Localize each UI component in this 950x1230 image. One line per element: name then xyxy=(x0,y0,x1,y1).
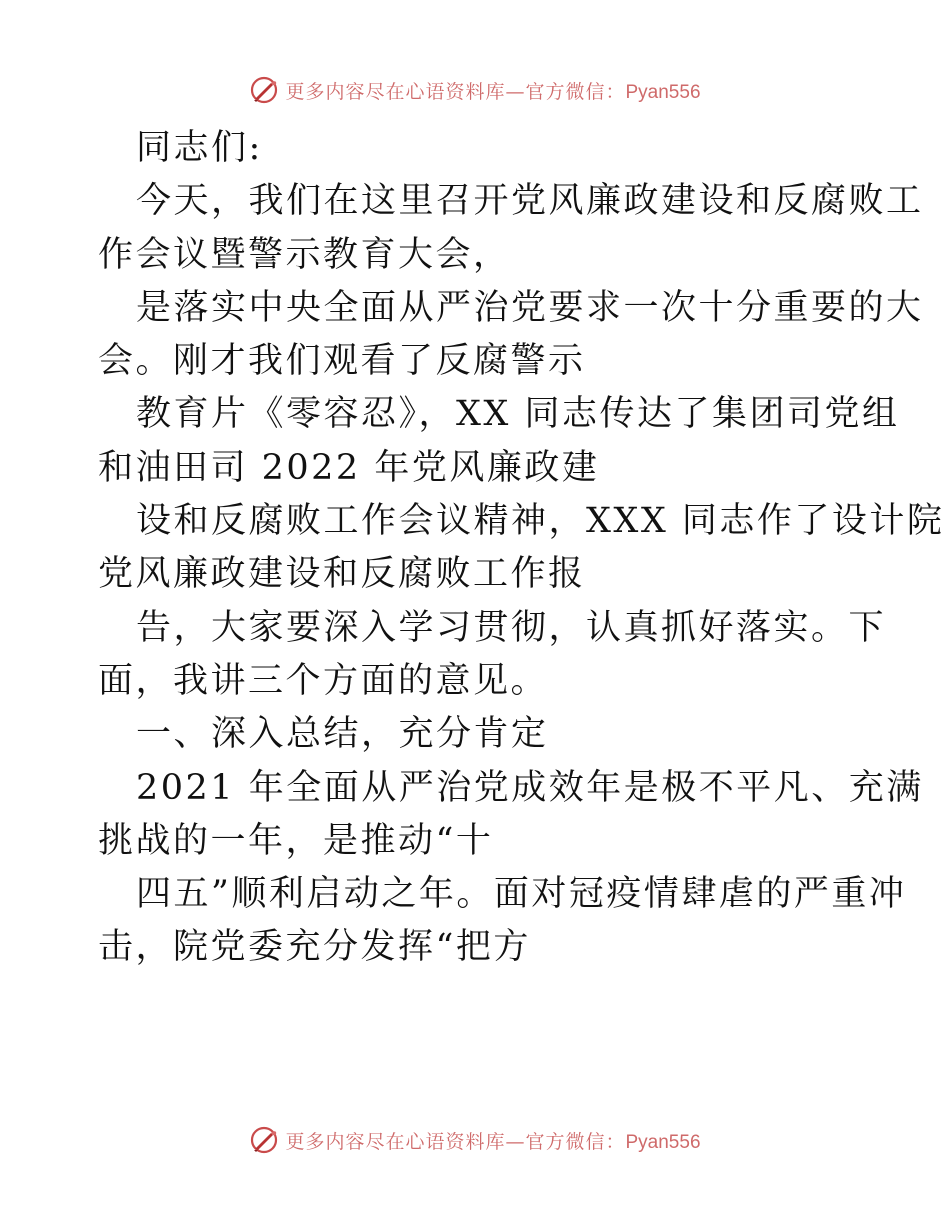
text-line: 四五”顺利启动之年。面对冠疫情肆虐的严重冲 xyxy=(136,874,907,915)
text-line: 党风廉政建设和反腐败工作报 xyxy=(98,554,586,595)
text-line: 教育片《零容忍》，XX 同志传达了集团司党组 xyxy=(136,394,900,435)
text-line: 和油田司 2022 年党风廉政建 xyxy=(98,447,600,488)
text-line: 是落实中央全面从严治党要求一次十分重要的大 xyxy=(136,287,924,328)
quill-logo-icon xyxy=(249,1125,279,1155)
watermark-wechat-id: Pyan556 xyxy=(625,1131,701,1153)
text-line: 同志们: xyxy=(136,128,263,168)
watermark-text xyxy=(285,1127,700,1154)
footer-watermark xyxy=(0,1120,950,1160)
text-line: 会。刚才我们观看了反腐警示 xyxy=(98,341,586,382)
watermark-label: 更多内容尽在心语资料库—官方微信： xyxy=(285,1130,626,1153)
watermark-text xyxy=(285,77,700,104)
text-line: 面，我讲三个方面的意见。 xyxy=(98,660,549,701)
text-line: 设和反腐败工作会议精神，XXX 同志作了设计院 xyxy=(136,501,945,542)
quill-logo-icon xyxy=(249,75,279,105)
watermark-wechat-id: Pyan556 xyxy=(625,81,701,103)
header-watermark xyxy=(0,70,950,110)
document-body xyxy=(98,122,945,975)
text-line: 作会议暨警示教育大会， xyxy=(98,234,511,275)
text-line: 击，院党委充分发挥“把方 xyxy=(98,927,531,968)
text-line: 告，大家要深入学习贯彻，认真抓好落实。下 xyxy=(136,607,887,648)
text-line: 今天，我们在这里召开党风廉政建设和反腐败工 xyxy=(136,181,924,222)
text-line: 2021 年全面从严治党成效年是极不平凡、充满 xyxy=(136,767,924,808)
watermark-label: 更多内容尽在心语资料库—官方微信： xyxy=(285,80,626,103)
text-line: 一、深入总结，充分肯定 xyxy=(136,714,549,755)
text-line: 挑战的一年，是推动“十 xyxy=(98,820,494,861)
